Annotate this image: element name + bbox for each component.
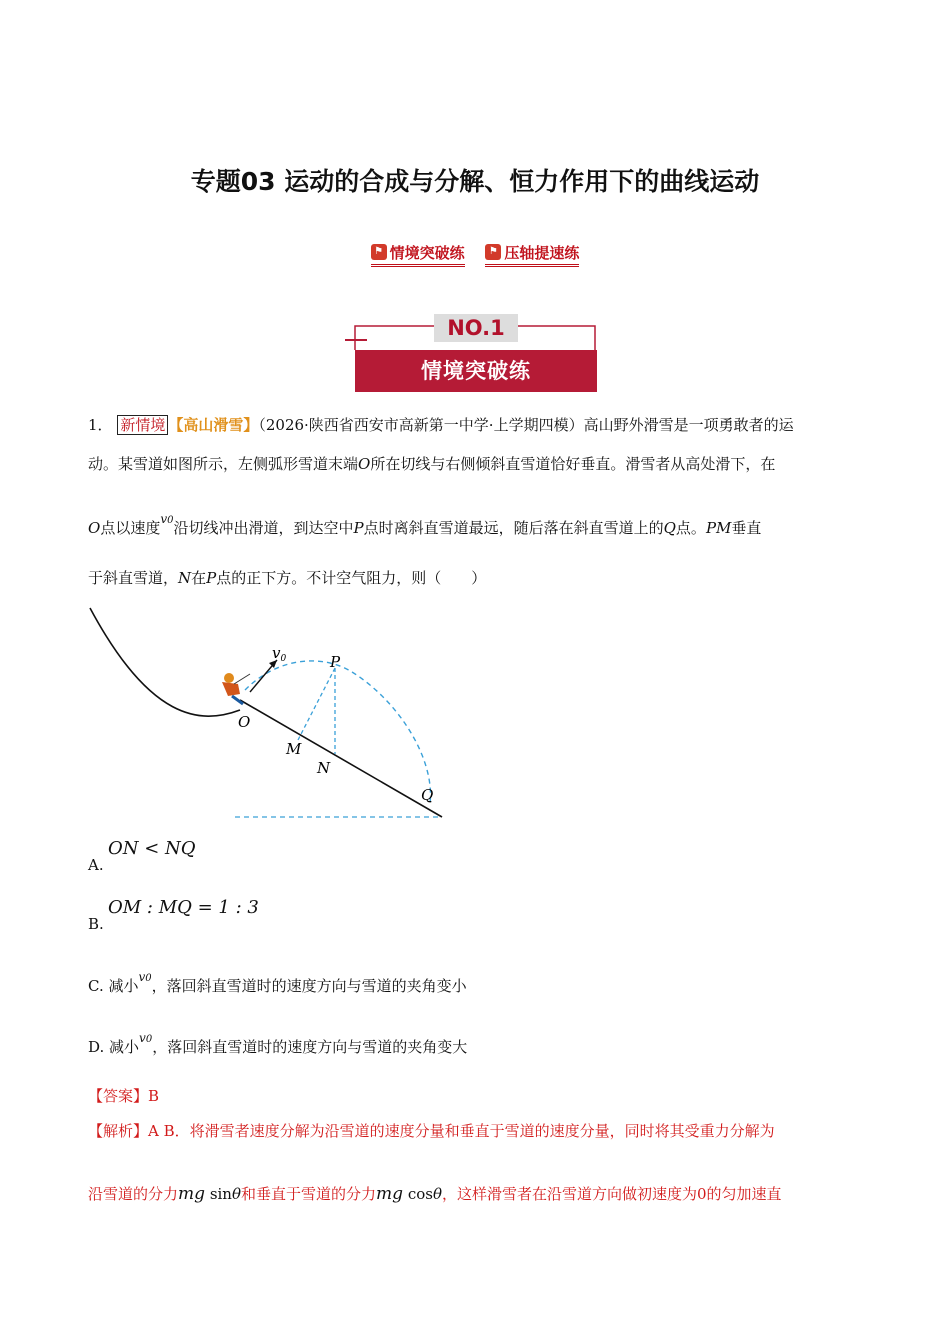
option-b-label[interactable]: B. (88, 915, 104, 933)
option-c[interactable]: C. 减小$^{v0}$，落回斜直雪道时的速度方向与雪道的夹角变小 (88, 970, 467, 995)
flag-icon: ⚑ (371, 244, 387, 260)
ski-slope-diagram (80, 600, 460, 825)
question-line-4 (88, 566, 863, 590)
topic-tag: 【高山滑雪】 (168, 416, 259, 434)
point-n: N (178, 569, 192, 587)
label-v0: $v_0$ (272, 644, 287, 664)
point-q: Q (663, 519, 676, 537)
segment-pm: PM (705, 519, 732, 537)
question-line-3 (88, 512, 863, 543)
point-o: O (88, 519, 101, 537)
point-o: O (358, 455, 371, 473)
option-d[interactable]: D. 减小$^{v0}$，落回斜直雪道时的速度方向与雪道的夹角变大 (88, 1031, 468, 1056)
option-a-label[interactable]: A. (88, 856, 104, 874)
v0-symbol: v0 (160, 512, 174, 526)
question-text: 垂直 (731, 519, 762, 537)
segment-pm-line (298, 668, 335, 740)
tab-advanced-label: 压轴提速练 (504, 243, 580, 262)
question-text: 点以速度 (100, 519, 161, 537)
label-p: P (330, 653, 341, 671)
question-text: 点时离斜直雪道最远，随后落在斜直雪道上的 (363, 519, 664, 537)
trajectory-arc (245, 661, 430, 803)
question-source: （2026·陕西省西安市高新第一中学·上学期四模）高山野外滑雪是一项勇敢者的运 (258, 416, 794, 434)
new-context-tag: 新情境 (117, 415, 168, 435)
label-q: Q (421, 786, 434, 804)
section-tabs (0, 240, 950, 267)
inclined-slope (240, 700, 442, 817)
label-m: M (286, 740, 302, 758)
point-p: P (353, 519, 364, 537)
option-b-math: OM : MQ = 1 : 3 (108, 897, 259, 918)
question-line-2 (88, 452, 863, 476)
tab-context[interactable] (371, 242, 465, 267)
banner-number: NO.1 (434, 314, 518, 342)
tab-advanced[interactable] (485, 242, 579, 267)
question-text: 点。 (675, 519, 706, 537)
question-text: 于斜直雪道， (88, 569, 179, 587)
option-a-math: ON < NQ (108, 838, 196, 859)
question-line-1 (88, 413, 863, 437)
question-text: 在 (191, 569, 207, 587)
question-text: 所在切线与右侧倾斜直雪道恰好垂直。滑雪者从高处滑下，在 (370, 455, 776, 473)
section-banner (345, 314, 607, 396)
analysis-line-1: 【解析】A B．将滑雪者速度分解为沿雪道的速度分量和垂直于雪道的速度分量，同时将其受重力分解为 (88, 1122, 775, 1140)
label-n: N (317, 759, 331, 777)
question-number: 1． (88, 416, 113, 434)
question-text: 点的正下方。不计空气阻力，则（ ） (216, 569, 487, 587)
point-p: P (206, 569, 217, 587)
banner-label: 情境突破练 (355, 350, 597, 392)
page-title: 专题03 运动的合成与分解、恒力作用下的曲线运动 (190, 167, 760, 196)
tab-context-label: 情境突破练 (389, 243, 465, 262)
flag-icon: ⚑ (485, 244, 501, 260)
answer: 【答案】B (88, 1087, 160, 1105)
label-o: O (238, 713, 251, 731)
question-text: 沿切线冲出滑道，到达空中 (173, 519, 354, 537)
analysis-line-2: 沿雪道的分力mg sinθ和垂直于雪道的分力mg cosθ，这样滑雪者在沿雪道方向做初速度为0的匀加速直 (88, 1184, 782, 1204)
curved-track (90, 608, 240, 716)
question-text: 动。某雪道如图所示，左侧弧形雪道末端 (88, 455, 359, 473)
